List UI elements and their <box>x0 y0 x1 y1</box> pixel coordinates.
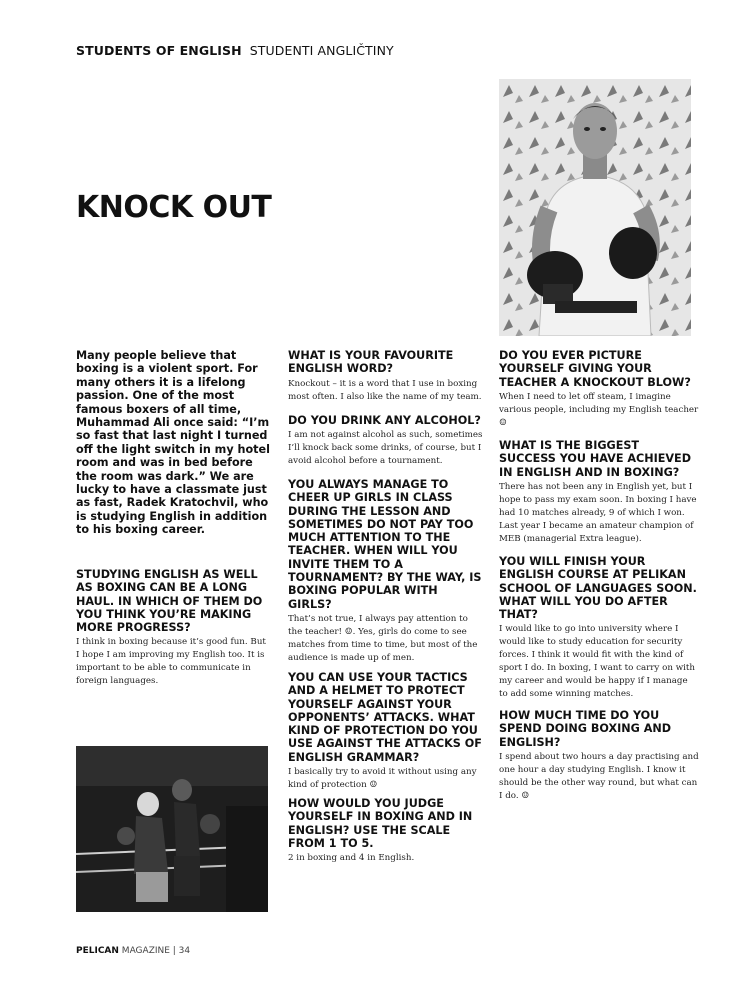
qa-block <box>288 478 483 665</box>
qa-block <box>288 671 483 792</box>
answer: There has not been any in English yet, but I hope to pass my exam soon. In boxing I have had 10 matches already, 9 of which I won. Last year I became an amateur champion of MEB (managerial Extra league). <box>499 481 697 544</box>
page-footer <box>76 946 190 956</box>
section-title-en: STUDENTS OF ENGLISH <box>76 43 242 58</box>
section-title-cz: STUDENTI ANGLIČTINY <box>249 43 394 58</box>
boxing-match-photo <box>76 746 268 912</box>
question: HOW MUCH TIME DO YOU SPEND DOING BOXING AND ENGLISH? <box>499 709 672 749</box>
question: HOW WOULD YOU JUDGE YOURSELF IN BOXING AND IN ENGLISH? USE THE SCALE FROM 1 TO 5. <box>288 797 473 850</box>
qa-block <box>288 797 483 865</box>
answer: Knockout – it is a word that I use in boxing most often. I also like the name of my team. <box>288 378 482 402</box>
qa-block <box>288 414 483 468</box>
qa-block <box>499 555 699 701</box>
qa-block <box>499 349 699 430</box>
question: STUDYING ENGLISH AS WELL AS BOXING CAN BE A LONG HAUL. IN WHICH OF THEM DO YOU THINK YOU’RE MAKING MORE PROGRESS? <box>76 568 263 635</box>
answer: I am not against alcohol as such, sometimes I’ll knock back some drinks, of course, but I avoid alcohol before a tournament. <box>288 430 483 467</box>
answer: 2 in boxing and 4 in English. <box>288 853 415 864</box>
answer: I think in boxing because it’s good fun. But I hope I am improving my English too. It is important to be able to communicate in foreign languages. <box>76 637 266 687</box>
answer: I would like to go into university where I would like to study education for security forces. I think it would fit with the kind of sport I do. In boxing, I want to carry on with my career and would be happy if I manage to add some winning matches. <box>499 624 695 700</box>
intro-paragraph: Many people believe that boxing is a violent sport. For many others it is a lifelong passion. One of the most famous boxers of all time, Muhammad Ali once said: “I’m so fast that last night I turned off the light switch in my hotel room and was in bed before the room was dark.” We are lucky to have a classmate just as fast, Radek Kratochvil, who is studying English in addition to his boxing career. <box>76 349 270 537</box>
qa-block <box>76 568 272 688</box>
question: DO YOU EVER PICTURE YOURSELF GIVING YOUR TEACHER A KNOCKOUT BLOW? <box>499 349 691 389</box>
answer: That’s not true, I always pay attention to the teacher! ☺. Yes, girls do come to see matches from time to time, but most of the audience is made up of men. <box>288 613 478 663</box>
qa-block <box>499 709 699 803</box>
page-title: KNOCK OUT <box>76 190 272 225</box>
qa-block <box>499 439 699 546</box>
question: DO YOU DRINK ANY ALCOHOL? <box>288 414 481 427</box>
footer-brand: PELICAN <box>76 946 119 956</box>
answer: When I need to let off steam, I imagine various people, including my English teacher ☺ <box>499 391 699 428</box>
boxer-portrait-photo <box>499 79 691 336</box>
footer-page-info: MAGAZINE | 34 <box>118 946 191 956</box>
question: YOU ALWAYS MANAGE TO CHEER UP GIRLS IN CLASS DURING THE LESSON AND SOMETIMES DO NOT PAY TOO MUCH ATTENTION TO THE TEACHER. WHEN WILL YOU INVITE THEM TO A TOURNAMENT? BY THE WAY, IS BOXING POPULAR WITH GIRLS? <box>288 478 482 611</box>
qa-block <box>288 349 483 404</box>
question: WHAT IS YOUR FAVOURITE ENGLISH WORD? <box>288 349 454 376</box>
page-header <box>76 43 394 58</box>
question: YOU WILL FINISH YOUR ENGLISH COURSE AT PELIKAN SCHOOL OF LANGUAGES SOON. WHAT WILL YOU DO AFTER THAT? <box>499 555 697 622</box>
question: WHAT IS THE BIGGEST SUCCESS YOU HAVE ACHIEVED IN ENGLISH AND IN BOXING? <box>499 439 691 479</box>
question: YOU CAN USE YOUR TACTICS AND A HELMET TO PROTECT YOURSELF AGAINST YOUR OPPONENTS’ ATTACKS. WHAT KIND OF PROTECTION DO YOU USE AGAINST THE ATTACKS OF ENGLISH GRAMMAR? <box>288 671 482 764</box>
answer: I spend about two hours a day practising and one hour a day studying English. I know it should be the other way round, but what can I do. ☺ <box>499 751 699 801</box>
answer: I basically try to avoid it without using any kind of protection ☺ <box>288 767 477 791</box>
